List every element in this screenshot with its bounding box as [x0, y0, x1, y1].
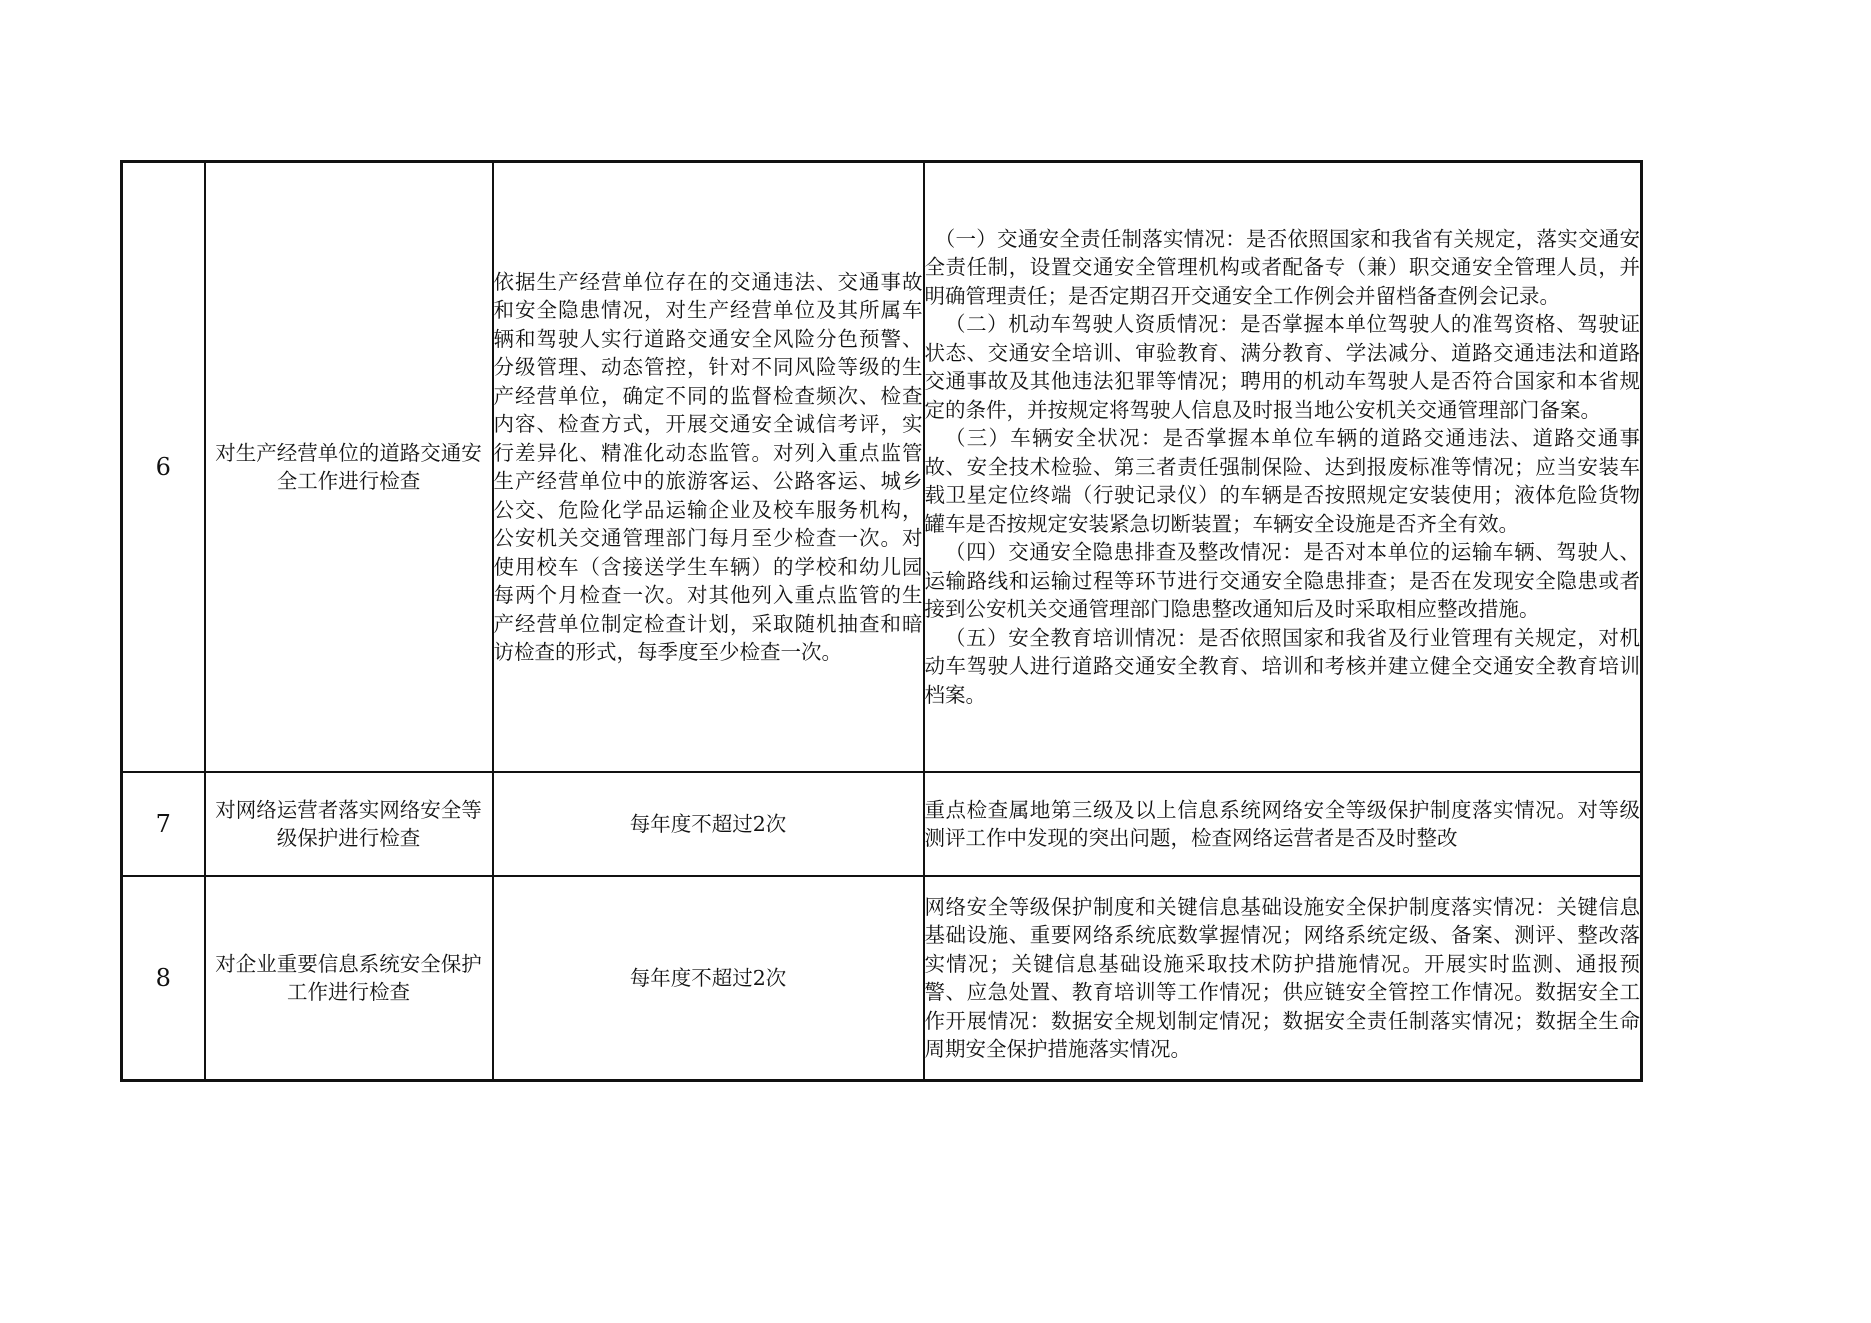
content-section: 重点检查属地第三级及以上信息系统网络安全等级保护制度落实情况。对等级测评工作中发现的突出问题，检查网络运营者是否及时整改 [924, 797, 1640, 850]
inspection-frequency: 每年度不超过2次 [493, 876, 924, 1081]
table-row [122, 876, 1642, 1081]
table-row [122, 772, 1642, 876]
content-section: （一）交通安全责任制落实情况：是否依照国家和我省有关规定，落实交通安全责任制，设置交通安全管理机构或者配备专（兼）职交通安全管理人员，并明确管理责任；是否定期召开交通安全工作例会并留档备查例会记录。 [924, 226, 1640, 308]
inspection-frequency: 依据生产经营单位存在的交通违法、交通事故和安全隐患情况，对生产经营单位及其所属车辆和驾驶人实行道路交通安全风险分色预警、分级管理、动态管控，针对不同风险等级的生产经营单位，确定不同的监督检查频次、检查内容、检查方式，开展交通安全诚信考评，实行差异化、精准化动态监管。对列入重点监管生产经营单位中的旅游客运、公路客运、城乡公交、危险化学品运输企业及校车服务机构，公安机关交通管理部门每月至少检查一次。对使用校车（含接送学生车辆）的学校和幼儿园每两个月检查一次。对其他列入重点监管的生产经营单位制定检查计划，采取随机抽查和暗访检查的形式，每季度至少检查一次。 [493, 162, 924, 773]
inspection-item: 对网络运营者落实网络安全等级保护进行检查 [205, 772, 493, 876]
content-section: （四）交通安全隐患排查及整改情况：是否对本单位的运输车辆、驾驶人、运输路线和运输过程等环节进行交通安全隐患排查；是否在发现安全隐患或者接到公安机关交通管理部门隐患整改通知后及时采取相应整改措施。 [924, 540, 1640, 622]
inspection-item: 对生产经营单位的道路交通安全工作进行检查 [205, 162, 493, 773]
inspection-content [924, 876, 1642, 1081]
content-section: （五）安全教育培训情况：是否依照国家和我省及行业管理有关规定，对机动车驾驶人进行道路交通安全教育、培训和考核并建立健全交通安全教育培训档案。 [924, 625, 1640, 707]
table-row [122, 162, 1642, 773]
inspection-table [120, 160, 1643, 1082]
inspection-item: 对企业重要信息系统安全保护工作进行检查 [205, 876, 493, 1081]
content-section: （二）机动车驾驶人资质情况：是否掌握本单位驾驶人的准驾资格、驾驶证状态、交通安全培训、审验教育、满分教育、学法减分、道路交通违法和道路交通事故及其他违法犯罪等情况；聘用的机动车驾驶人是否符合国家和本省规定的条件，并按规定将驾驶人信息及时报当地公安机关交通管理部门备案。 [924, 312, 1640, 422]
row-number: 7 [122, 772, 205, 876]
content-section: （三）车辆安全状况：是否掌握本单位车辆的道路交通违法、道路交通事故、安全技术检验、第三者责任强制保险、达到报废标准等情况；应当安装车载卫星定位终端（行驶记录仪）的车辆是否按照规定安装使用；液体危险货物罐车是否按规定安装紧急切断装置；车辆安全设施是否齐全有效。 [924, 426, 1640, 536]
content-section: 网络安全等级保护制度和关键信息基础设施安全保护制度落实情况：关键信息基础设施、重要网络系统底数掌握情况；网络系统定级、备案、测评、整改落实情况；关键信息基础设施采取技术防护措施情况。开展实时监测、通报预警、应急处置、教育培训等工作情况；供应链安全管控工作情况。数据安全工作开展情况：数据安全规划制定情况；数据安全责任制落实情况；数据全生命周期安全保护措施落实情况。 [924, 894, 1640, 1061]
row-number: 6 [122, 162, 205, 773]
inspection-frequency: 每年度不超过2次 [493, 772, 924, 876]
row-number: 8 [122, 876, 205, 1081]
inspection-content [924, 162, 1642, 773]
inspection-content [924, 772, 1642, 876]
